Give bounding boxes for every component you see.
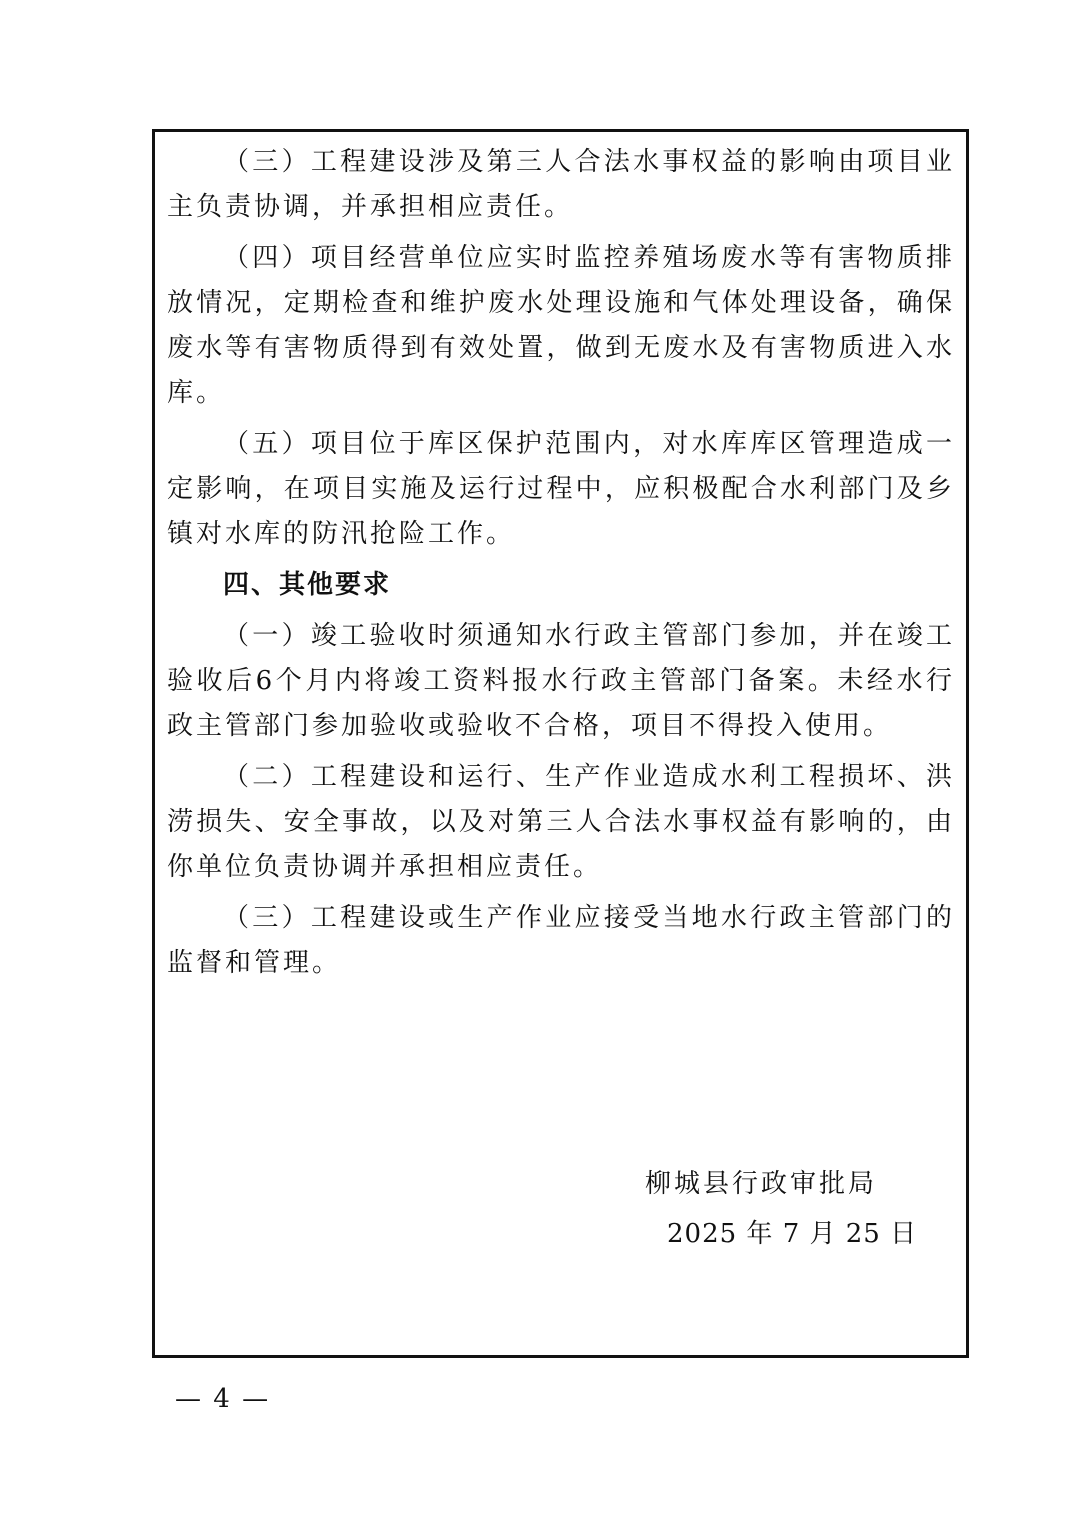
section-heading: 四、其他要求 [223, 570, 392, 600]
document-body [167, 140, 955, 992]
signature-organization: 柳城县行政审批局 [645, 1169, 878, 1199]
requirement-item-1: （一）竣工验收时须通知水行政主管部门参加，并在竣工验收后6个月内将竣工资料报水行政主管部门备案。未经水行政主管部门参加验收或验收不合格，项目不得投入使用。 [167, 621, 955, 741]
paragraph-item-3: （三）工程建设涉及第三人合法水事权益的影响由项目业主负责协调，并承担相应责任。 [167, 147, 955, 222]
signature-date: 2025 年 7 月 25 日 [667, 1219, 918, 1249]
document-frame [152, 129, 969, 1358]
requirement-item-3: （三）工程建设或生产作业应接受当地水行政主管部门的监督和管理。 [167, 903, 955, 978]
requirement-item-2: （二）工程建设和运行、生产作业造成水利工程损坏、洪涝损失、安全事故，以及对第三人合法水事权益有影响的，由你单位负责协调并承担相应责任。 [167, 762, 955, 882]
page-number: — 4 — [175, 1384, 271, 1414]
paragraph-item-5: （五）项目位于库区保护范围内，对水库库区管理造成一定影响，在项目实施及运行过程中，应积极配合水利部门及乡镇对水库的防汛抢险工作。 [167, 429, 955, 549]
paragraph-item-4: （四）项目经营单位应实时监控养殖场废水等有害物质排放情况，定期检查和维护废水处理设施和气体处理设备，确保废水等有害物质得到有效处置，做到无废水及有害物质进入水库。 [167, 243, 955, 408]
